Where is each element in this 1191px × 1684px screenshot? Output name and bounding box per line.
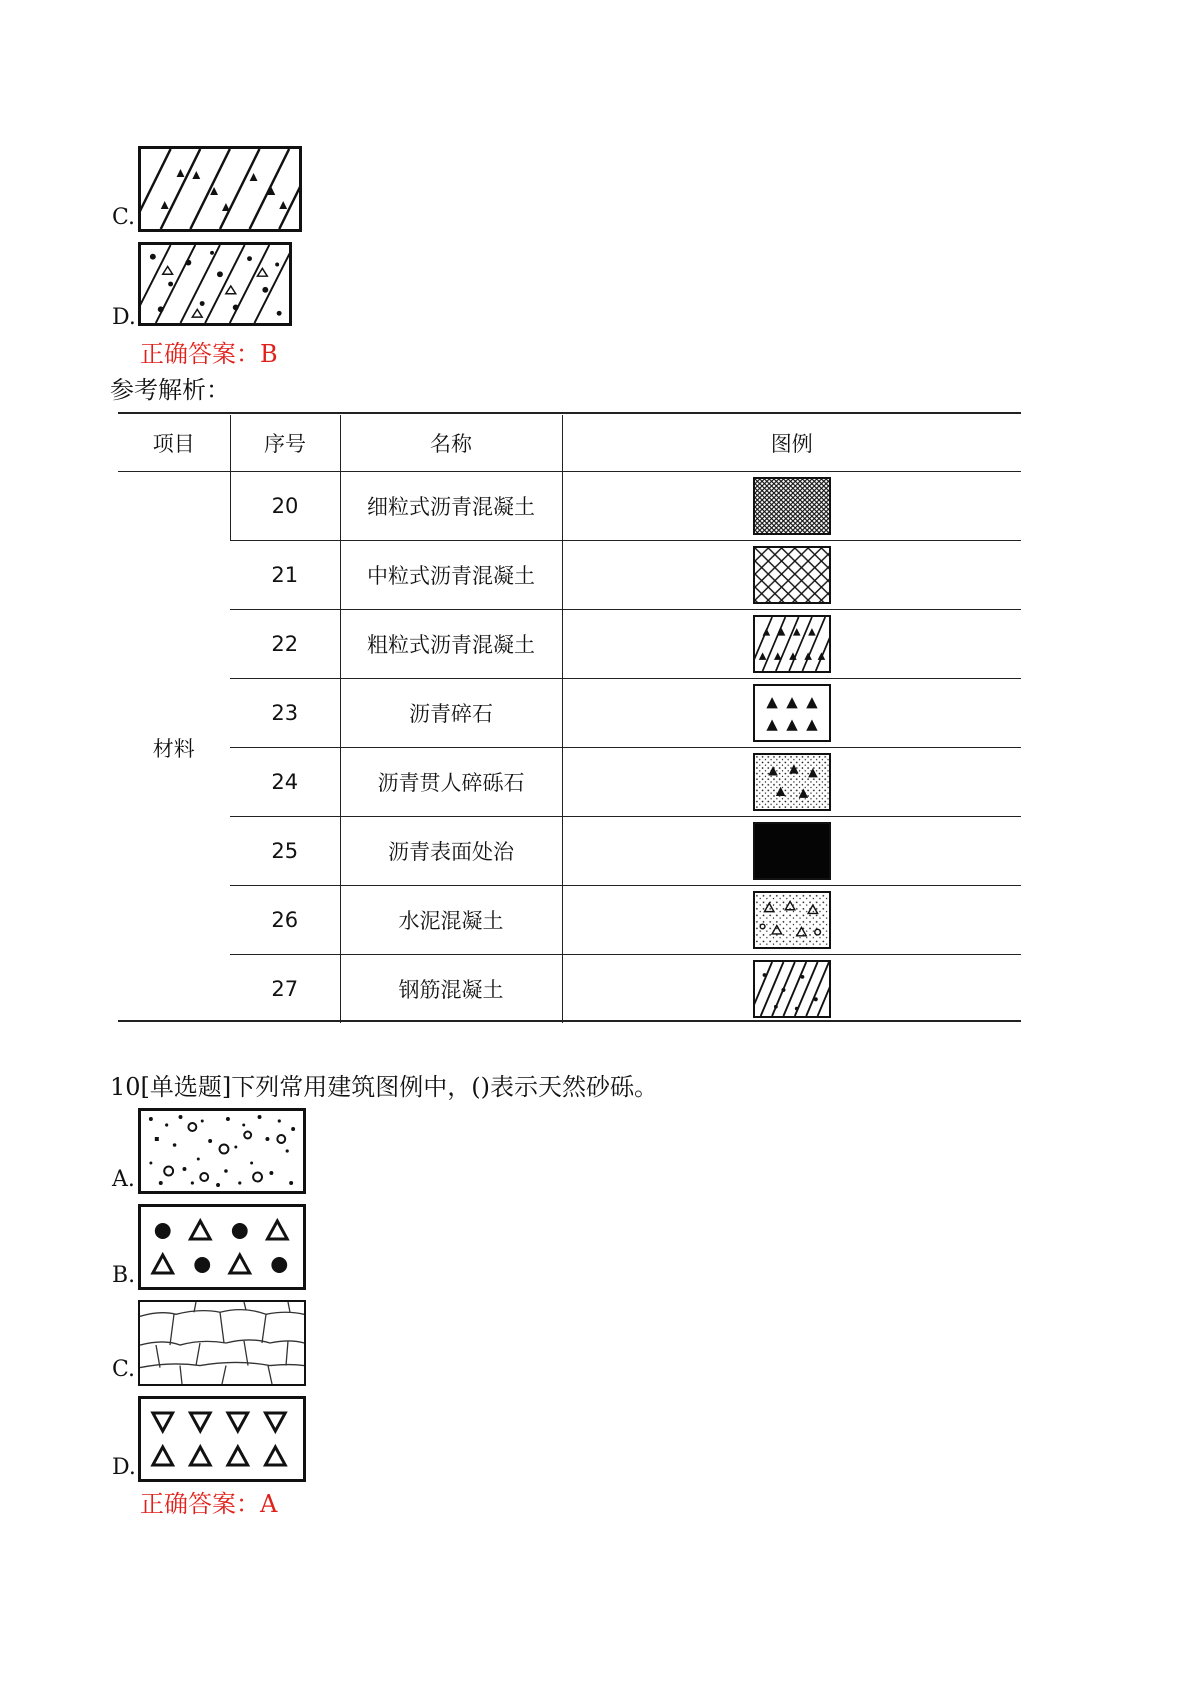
- option-c-pattern-q10: [138, 1300, 306, 1386]
- row-number: 20: [230, 472, 340, 541]
- row-name: 钢筋混凝土: [340, 955, 562, 1024]
- row-name: 细粒式沥青混凝土: [340, 472, 562, 541]
- table-bottom-rule: [118, 1020, 1021, 1022]
- reinforced-concrete-swatch: [753, 960, 831, 1018]
- table-row: [118, 541, 1021, 610]
- option-d-pattern-q10: [138, 1396, 306, 1482]
- table-row: [118, 748, 1021, 817]
- question-10-stem: 10[单选题]下列常用建筑图例中，()表示天然砂砾。: [110, 1073, 658, 1101]
- black-triangles-swatch: [753, 684, 831, 742]
- header-name: 名称: [340, 415, 562, 472]
- row-number: 21: [230, 541, 340, 610]
- table-row: [118, 955, 1021, 1024]
- option-b-pattern: [138, 1204, 306, 1290]
- table-row: [118, 817, 1021, 886]
- dotted-triangles-swatch: [753, 753, 831, 811]
- category-cell: 材料: [152, 736, 195, 761]
- medium-crosshatch-swatch: [753, 546, 831, 604]
- table-row: [118, 679, 1021, 748]
- row-number: 24: [230, 748, 340, 817]
- row-name: 沥青碎石: [340, 679, 562, 748]
- fine-crosshatch-swatch: [753, 477, 831, 535]
- row-name: 沥青表面处治: [340, 817, 562, 886]
- table-header-row: [118, 415, 1021, 472]
- table-row: [118, 610, 1021, 679]
- row-name: 粗粒式沥青混凝土: [340, 610, 562, 679]
- row-name: 水泥混凝土: [340, 886, 562, 955]
- legend-table: [118, 415, 1021, 1023]
- coarse-asphalt-swatch: [753, 615, 831, 673]
- row-number: 27: [271, 977, 299, 1001]
- option-d-pattern: [138, 242, 292, 326]
- row-name: 中粒式沥青混凝土: [340, 541, 562, 610]
- table-row: [118, 472, 1021, 541]
- option-b-label[interactable]: B.: [112, 1263, 136, 1288]
- header-project: 项目: [118, 415, 230, 472]
- table-top-rule: [118, 412, 1021, 414]
- row-number: 25: [230, 817, 340, 886]
- correct-answer-prev: 正确答案：B: [140, 340, 278, 368]
- option-c-label-q10[interactable]: C.: [112, 1357, 136, 1382]
- header-number: 序号: [230, 415, 340, 472]
- option-d-label-q10[interactable]: D.: [112, 1455, 136, 1480]
- row-number: 22: [230, 610, 340, 679]
- row-name: 沥青贯人碎砾石: [340, 748, 562, 817]
- option-d-label[interactable]: D.: [112, 305, 136, 330]
- correct-answer-q10: 正确答案：A: [140, 1490, 278, 1518]
- concrete-swatch: [753, 891, 831, 949]
- table-row: [118, 886, 1021, 955]
- row-number: 23: [230, 679, 340, 748]
- header-legend: 图例: [562, 415, 1021, 472]
- option-a-pattern: [138, 1108, 306, 1194]
- option-c-label[interactable]: C.: [112, 205, 136, 230]
- solid-black-swatch: [753, 822, 831, 880]
- row-number: 26: [230, 886, 340, 955]
- option-c-pattern: [138, 146, 302, 232]
- option-a-label[interactable]: A.: [112, 1167, 135, 1192]
- analysis-heading: 参考解析：: [110, 376, 230, 404]
